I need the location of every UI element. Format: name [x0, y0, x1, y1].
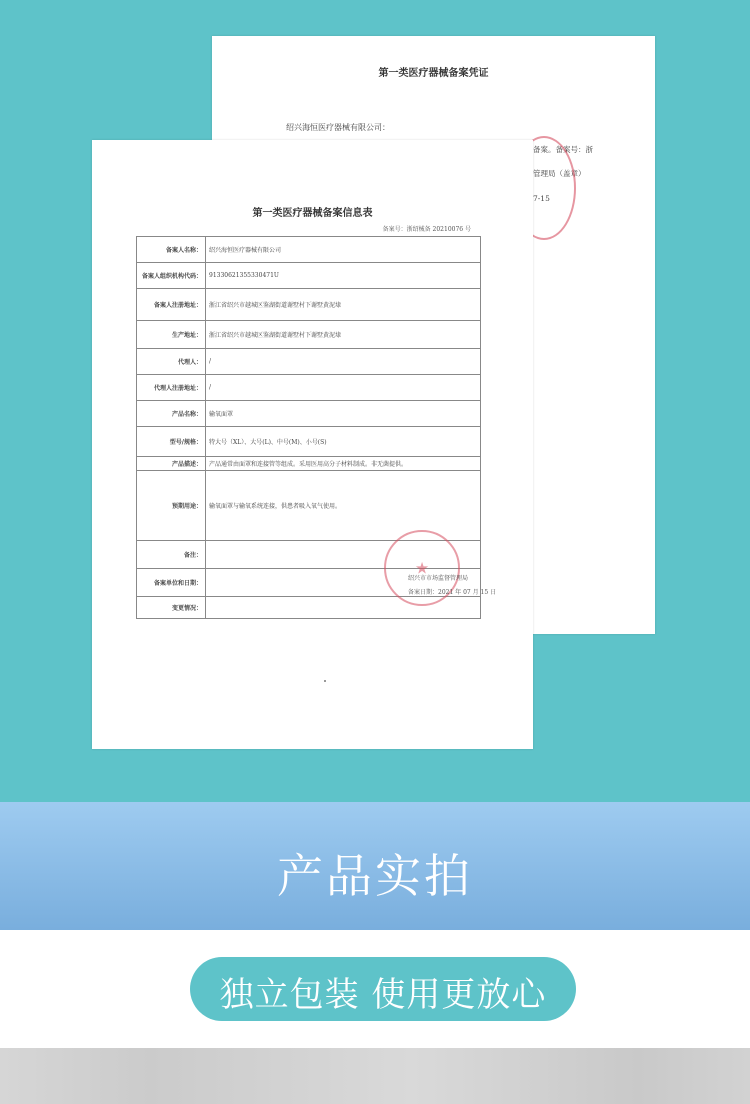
table-row	[137, 349, 481, 375]
record-date: 备案日期：2021 年 07 月 15 日	[408, 589, 497, 596]
pill-text: 独立包装 使用更放心	[219, 975, 547, 1015]
row-label: 代理人：	[137, 349, 206, 375]
row-label: 预期用途：	[137, 471, 206, 541]
row-label: 备注：	[137, 541, 206, 569]
row-label: 产品名称：	[137, 401, 206, 427]
row-label: 备案人名称：	[137, 237, 206, 263]
row-value: 浙江省绍兴市越城区鉴湖街道谢墅村下谢墅黄泥埭	[206, 289, 481, 321]
row-value: 特大号（XL）、大号(L)、中号(M)、小号(S)	[206, 427, 481, 457]
row-label: 代理人注册地址：	[137, 375, 206, 401]
row-value: 浙江省绍兴市越城区鉴湖街道谢墅村下谢墅黄泥埭	[206, 321, 481, 349]
row-value: 输氧面罩与输氧系统连接，供患者吸入氧气使用。	[206, 471, 481, 541]
certificate-company: 绍兴海恒医疗器械有限公司：	[286, 123, 390, 132]
table-row	[137, 289, 481, 321]
row-label: 变更情况：	[137, 597, 206, 619]
banner-title: 产品实拍	[277, 849, 473, 903]
row-value: 绍兴海恒医疗器械有限公司	[206, 237, 481, 263]
certificate-text-line: 管理局（盖章）	[533, 169, 586, 178]
section-banner	[0, 802, 750, 930]
row-value: 产品通常由面罩和连接管等组成。采用医用高分子材料制成。非无菌提供。	[206, 457, 481, 471]
product-photo-area	[0, 1048, 750, 1104]
certificate-text-line: 7-15	[533, 194, 550, 203]
table-row	[137, 457, 481, 471]
table-row	[137, 427, 481, 457]
record-number: 备案号：浙绍械备 20210076 号	[382, 226, 471, 233]
row-label: 备案单位和日期：	[137, 569, 206, 597]
paper-speck	[324, 680, 326, 682]
table-row	[137, 375, 481, 401]
info-form-document	[92, 140, 533, 749]
row-label: 备案人组织机构代码：	[137, 263, 206, 289]
signature-block	[408, 572, 496, 600]
table-row	[137, 237, 481, 263]
star-icon: ★	[414, 558, 430, 578]
table-row	[137, 401, 481, 427]
row-label: 型号/规格：	[137, 427, 206, 457]
feature-pill	[190, 957, 576, 1021]
row-label: 生产地址：	[137, 321, 206, 349]
row-label: 产品描述：	[137, 457, 206, 471]
table-row	[137, 263, 481, 289]
certificate-title: 第一类医疗器械备案凭证	[378, 68, 489, 79]
row-label: 备案人注册地址：	[137, 289, 206, 321]
row-value: /	[206, 375, 481, 401]
form-title: 第一类医疗器械备案信息表	[252, 208, 373, 219]
row-value: /	[206, 349, 481, 375]
row-value: 91330621355330471U	[206, 263, 481, 289]
row-value: 输氧面罩	[206, 401, 481, 427]
table-row	[137, 321, 481, 349]
issuer-name: 绍兴市市场监督管理局	[408, 575, 469, 582]
certificate-text-line: 备案。备案号：浙	[533, 145, 593, 154]
